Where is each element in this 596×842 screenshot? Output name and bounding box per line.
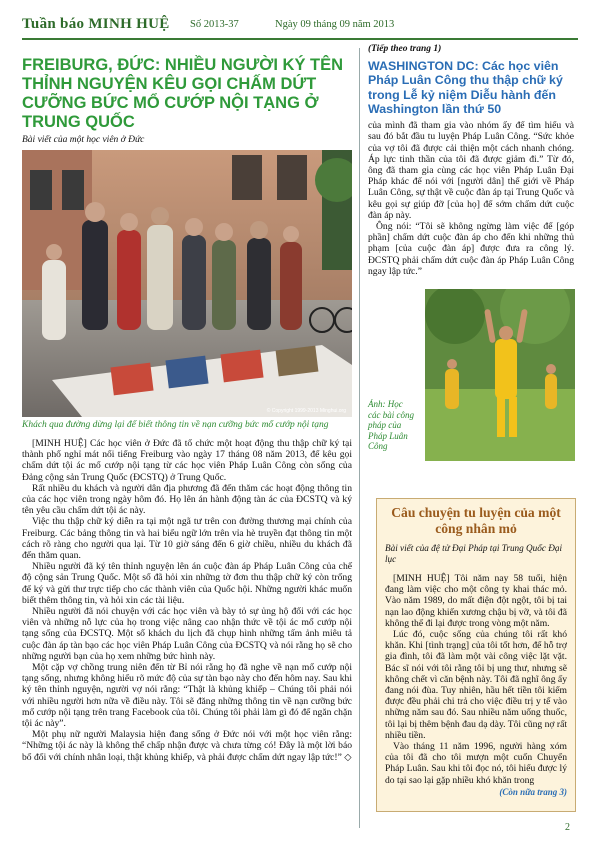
street-petition-photo <box>22 150 352 417</box>
article-paragraph: Một phụ nữ người Malaysia hiện đang sống ở Đức nói với một học viên rằng: “Những tội ác này là không thể chấp nhận được và chưa từng có! Đây là một lời báo bổ đối với chính nhân loại, thật khủng khiếp, và phải được chấm dứt ngay lập tức!” ◇ <box>22 729 352 763</box>
article-paragraph: Nhiều người đã ký tên thỉnh nguyện lên án cuộc đàn áp Pháp Luân Công của chế độ cộng sản Trung Quốc. Một số đã hỏi xin những tờ đơn thu thập chữ ký còn trống để ký và gửi thư trực tiếp cho các thành viên của Quốc hội. Những người khác muốn biết thêm thông tin, và hỏi xin các tài liệu. <box>22 561 352 606</box>
issue-number: Số 2013-37 <box>190 19 239 30</box>
article-paragraph: Việc thu thập chữ ký diễn ra tại một ngã tư trên con đường thương mại chính của Freiburg. Các bảng thông tin và hai biểu ngữ lớn trên vỉa hè truyền đạt thông tin một cách rõ ràng cho người qua lại. Từ 10 giờ sáng đến 6 giờ chiều, nhiều du khách đã đến thăm quan. <box>22 516 352 562</box>
story-body <box>385 573 567 786</box>
continued-from-label: (Tiếp theo trang 1) <box>368 44 442 54</box>
article-paragraph: Rất nhiều du khách và người dân địa phương đã đến thăm các hoạt động thông tin của các học viên trong ngày hôm đó. Họ lên án hành động tàn ác của ĐCSTQ và ký tên yêu cầu chấm dứt tội ác này. <box>22 482 352 517</box>
photo-caption: Khách qua đường dừng lại để biết thông tin về nạn cưỡng bức mổ cướp nội tạng <box>22 420 329 430</box>
column-divider <box>359 48 360 828</box>
article-body <box>22 438 352 763</box>
washington-headline: WASHINGTON DC: Các học viên Pháp Luân Công thu thập chữ ký trong Lễ kỷ niệm Diễu hành đến Washington lần thứ 50 <box>368 59 563 116</box>
article-paragraph: Nhiều người đã nói chuyện với các học viên và bày tỏ sự ủng hộ đối với các học viên và những nỗ lực của họ trong việc nâng cao nhận thức về tội ác mổ cướp nội tạng sống của ĐCSTQ. Một số khách du lịch đã chụp hình những tấm ảnh miêu tả cuộc đàn áp tàn bạo các học viên Pháp Luân Công của ĐCSTQ và nói rằng họ sẽ cho những người bạn của họ xem những bức hình này. <box>22 606 352 662</box>
article-paragraph: Ông nói: “Tôi sẽ không ngừng làm việc để [góp phần] chấm dứt cuộc đàn áp cho đến khi những thủ phạm [của cuộc đàn áp] được đưa ra công lý. ĐCSTQ phải chấm dứt cuộc đàn áp Pháp Luân Công ngay lập tức.” <box>368 221 574 277</box>
issue-date: Ngày 09 tháng 09 năm 2013 <box>275 19 395 30</box>
article-paragraph: của mình đã tham gia vào nhóm ấy để tìm hiểu và sau đó bắt đầu tu luyện Pháp Luân Công. “Sức khỏe của vợ tôi đã được cải thiện một cách nhanh chóng. Áp lực tinh thần của tôi đã được giảm đi.” Từ đó, ông đã tham gia cùng các học viên Pháp Luân Đại Pháp khác để nói với [người dân] thế giới về Pháp Luân Công, sự thật về cuộc đàn áp tại Trung Quốc và kêu gọi sự giúp đỡ [của họ] để sớm chấm dứt cuộc đàn áp này. <box>368 120 574 221</box>
story-paragraph: Lúc đó, cuộc sống của chúng tôi rất khó khăn. Khi [tình trạng] của tôi tốt hơn, để hỗ trợ gia đình, tôi đã làm một vài công việc lặt vặt. Bác sĩ nói với tôi rằng tôi bị ung thư, nhưng sẽ không chết vì căn bệnh này. Tôi đã nghĩ ông ấy đang nói đùa. Tuy nhiên, hầu hết tiền tôi kiếm được đều phải chi trả cho việc điều trị y tế vào những năm sau đó. Sau nhiều năm uống thuốc, tôi lại bị thêm bệnh đau dạ dày. Tôi cũng nợ rất nhiều tiền. <box>385 629 567 741</box>
washington-body <box>368 120 574 277</box>
newspaper-title: Tuần báo MINH HUỆ <box>22 16 170 32</box>
article-paragraph: Một cặp vợ chồng trung niên đến từ Bỉ nói rằng họ đã nghe về nạn mổ cướp nội tạng sống, nhưng không hiểu rõ mức độ của sự tàn bạo này cho đến hôm nay. Sau khi ký tên thỉnh nguyện, người vợ nói rằng: “Thật là khủng khiếp – Chúng tôi phải nói với nhiều người hơn nữa về điều này. Tôi sẽ đăng những thông tin về nạn cưỡng bức mổ cướp nội tạng trên trang Facebook của tôi. Chúng tôi phải làm gì đó để ngăn chặn tội ác này”. <box>22 662 352 730</box>
photo-credit: © Copyright 1999-2013 Minghui.org <box>266 408 346 414</box>
article-paragraph: [MINH HUỆ] Các học viên ở Đức đã tổ chức một hoạt động thu thập chữ ký tại thành phố nghỉ mát nổi tiếng Freiburg vào ngày 17 tháng 08 năm 2013, để kêu gọi chấm dứt tội ác mổ cướp nội tạng từ các học viên Pháp Luân Công còn sống của Đảng cộng sản Trung Quốc (ĐCSTQ) ở Trung Quốc. <box>22 438 352 483</box>
article-byline: Bài viết của một học viên ở Đức <box>22 135 145 145</box>
exercise-photo-block <box>368 289 574 461</box>
exercise-photo-caption: Ảnh: Học các bài công pháp của Pháp Luân Công <box>368 399 414 452</box>
story-paragraph: Vào tháng 11 năm 1996, người hàng xóm của tôi đã cho tôi mượn một cuốn Chuyển Pháp Luân. Sau khi tôi đọc nó, tôi hiểu được lý do tại sao lại gặp nhiều khó khăn trong <box>385 741 567 786</box>
continued-to-link[interactable]: (Còn nữa trang 3) <box>499 786 567 797</box>
page-number: 2 <box>565 822 570 833</box>
masthead <box>22 14 578 38</box>
story-title: Câu chuyện tu luyện của một công nhân mỏ <box>391 505 561 536</box>
masthead-divider <box>22 38 578 40</box>
article-headline: FREIBURG, ĐỨC: NHIỀU NGƯỜI KÝ TÊN THỈNH NGUYỆN KÊU GỌI CHẤM DỨT CƯỠNG BỨC MỔ CƯỚP NỘI TẠNG Ở TRUNG QUỐC <box>22 56 344 131</box>
exercise-photo <box>425 289 575 461</box>
cultivation-story-box <box>376 498 576 812</box>
right-column <box>368 44 574 461</box>
main-article <box>22 56 352 763</box>
story-byline: Bài viết của đệ tử Đại Pháp tại Trung Quốc Đại lục <box>385 543 563 564</box>
story-paragraph: [MINH HUỆ] Tôi năm nay 58 tuổi, hiện đang làm việc cho một công ty khai thác mỏ. Vào năm 1989, do mất điện đột ngột, tôi bị tai nạn lao động khiến xương chậu bị vỡ, và tôi đã không thể đi lại được trong vòng một năm. <box>385 573 567 629</box>
